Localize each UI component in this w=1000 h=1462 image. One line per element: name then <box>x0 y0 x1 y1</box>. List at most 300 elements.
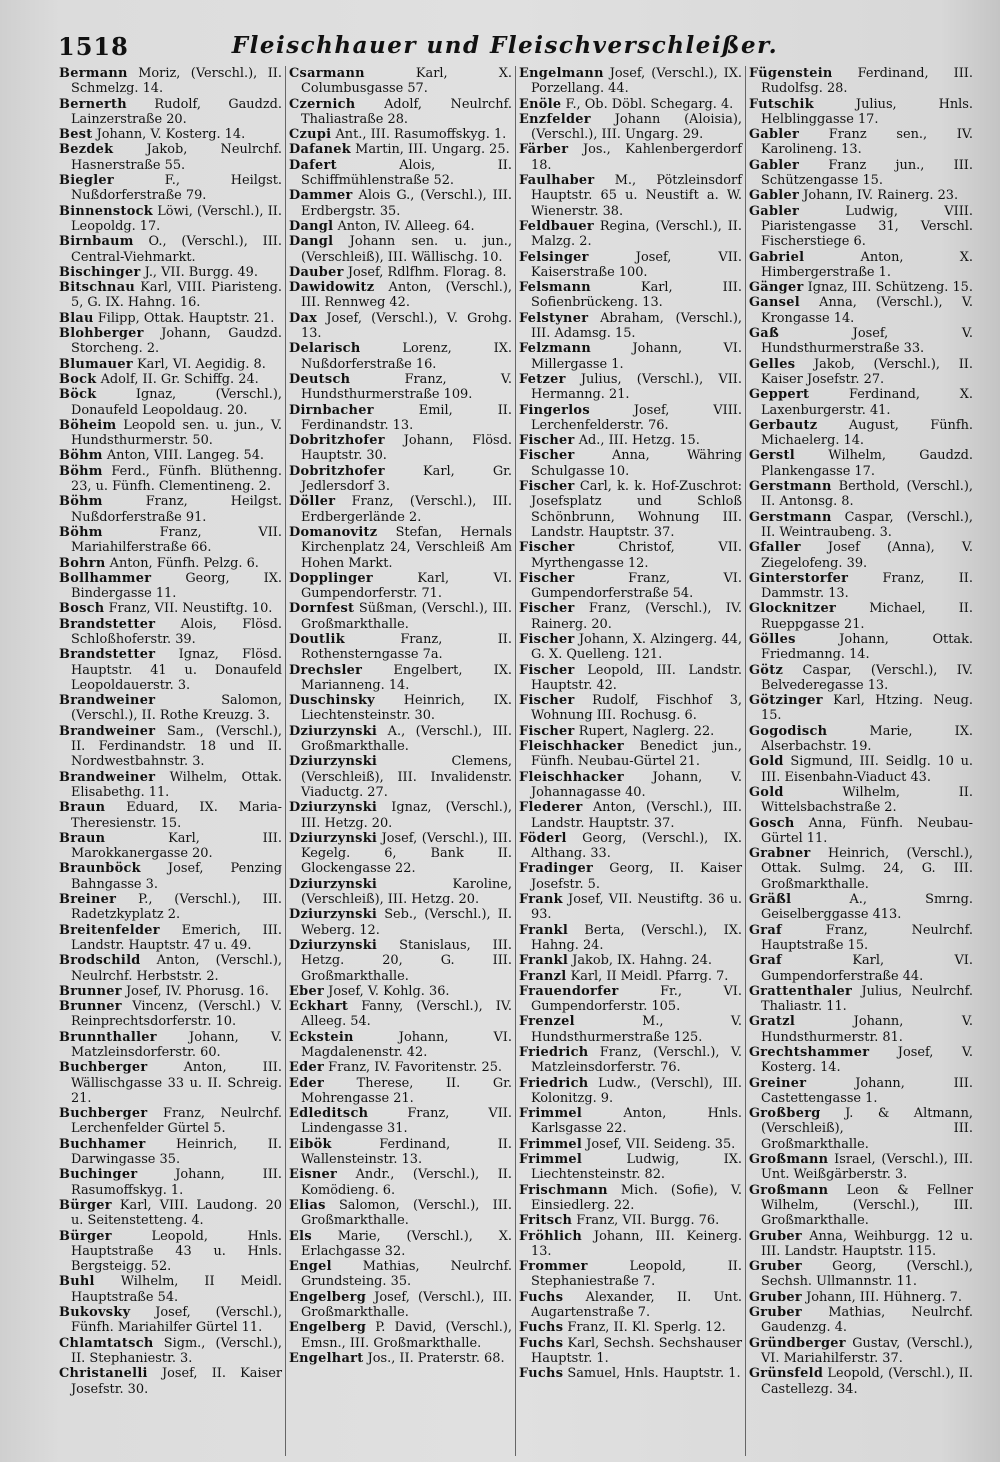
entry-details: Ludwig, IX. Liechtensteinstr. 82. <box>531 1152 742 1183</box>
directory-entry <box>749 816 973 847</box>
directory-entry <box>519 1336 742 1367</box>
entry-details: Georg, IX. Bindergasse 11. <box>71 570 282 602</box>
page-header <box>50 28 960 64</box>
directory-entry <box>749 1106 973 1152</box>
directory-entry <box>749 571 973 602</box>
directory-entry <box>289 219 512 234</box>
entry-details: Karl, VIII. Laudong. 20 u. Seitenstetteng. 4. <box>71 1197 282 1229</box>
directory-entry <box>519 1259 742 1290</box>
entry-surname: Blohberger <box>59 326 144 342</box>
directory-entry <box>519 1152 742 1183</box>
directory-entry <box>519 112 742 143</box>
directory-entry <box>289 831 512 877</box>
directory-entry <box>59 1229 282 1275</box>
entry-surname: Elias <box>289 1197 326 1213</box>
entry-surname: Gerbautz <box>749 417 818 433</box>
entry-details: Ad., III. Hetzg. 15. <box>578 433 700 449</box>
entry-surname: Fröhlich <box>519 1228 583 1244</box>
directory-entry <box>519 219 742 250</box>
entry-surname: Brodschild <box>59 953 141 969</box>
entry-details: F., Ob. Döbl. Schegarg. 4. <box>565 96 734 112</box>
directory-entry <box>59 265 282 280</box>
entry-details: Anna, Währing Schulgasse 10. <box>531 448 742 479</box>
directory-entry <box>749 1336 973 1367</box>
entry-details: Georg, II. Kaiser Josefstr. 5. <box>531 861 742 892</box>
entry-details: Israel, (Verschl.), III. Unt. Weißgärberstr. 3. <box>761 1152 973 1183</box>
directory-entry <box>289 234 512 265</box>
entry-surname: Gosch <box>749 815 795 831</box>
entry-details: Sam., (Verschl.), II. Ferdinandstr. 18 und II. Nordwestbahnstr. 3. <box>71 723 282 770</box>
entry-details: Johann, III. Hühnerg. 7. <box>806 1289 962 1305</box>
entry-surname: Gruber <box>749 1305 802 1321</box>
entry-details: Therese, II. Gr. Mohrengasse 21. <box>301 1075 512 1106</box>
directory-entry <box>749 754 973 785</box>
directory-entry <box>289 1030 512 1061</box>
entry-surname: Böck <box>59 387 97 403</box>
directory-entry <box>749 1152 973 1183</box>
entry-surname: Doutlik <box>289 631 345 647</box>
directory-entry <box>749 663 973 694</box>
entry-details: Josef, V. Kohlg. 36. <box>328 983 450 999</box>
entry-details: Johann (Aloisia), (Verschl.), III. Ungarg. 29. <box>531 111 742 143</box>
entry-surname: Bollhammer <box>59 570 152 586</box>
entry-surname: Eibök <box>289 1136 332 1152</box>
entry-details: Johann, VI. Magdalenenstr. 42. <box>301 1029 512 1060</box>
entry-surname: Buchhamer <box>59 1136 146 1152</box>
entry-details: Stanislaus, III. Hetzg. 20, G. III. Großmarkthalle. <box>301 937 512 984</box>
entry-details: Jos., II. Praterstr. 68. <box>367 1350 505 1366</box>
entry-details: Fanny, (Verschl.), IV. Alleeg. 54. <box>301 999 512 1030</box>
entry-details: F., Heilgst. Nußdorferstraße 79. <box>71 173 282 204</box>
entry-details: Franz, VII. Lindengasse 31. <box>301 1106 512 1137</box>
directory-entry <box>59 494 282 525</box>
directory-entry <box>519 1320 742 1335</box>
entry-details: Carl, k. k. Hof-Zuschrot: Josefsplatz und Schloß Schönbrunn, Wohnung III. Landstr. Hauptstr. 37. <box>531 479 742 540</box>
entry-details: Rupert, Naglerg. 22. <box>578 723 715 739</box>
entry-details: Johann, IV. Rainerg. 23. <box>803 188 959 204</box>
entry-surname: Fradinger <box>519 861 594 877</box>
entry-details: Johann, Gaudzd. Storcheng. 2. <box>71 326 282 357</box>
entry-surname: Gratzl <box>749 1014 796 1030</box>
directory-entry <box>519 923 742 954</box>
directory-entry <box>289 938 512 984</box>
entry-surname: Els <box>289 1228 312 1244</box>
directory-entry <box>519 280 742 311</box>
entry-surname: Deutsch <box>289 371 351 387</box>
entry-surname: Gruber <box>749 1289 802 1305</box>
entry-details: Franz, VII. Burgg. 76. <box>576 1213 720 1229</box>
entry-details: Josef, Rdlfhm. Florag. 8. <box>347 264 507 280</box>
entry-details: Anton, (Verschl.), III. Landstr. Hauptstr. 37. <box>531 800 742 831</box>
entry-details: M., Pötzleinsdorf Hauptstr. 65 u. Neustift a. W. Wienerstr. 38. <box>531 173 742 219</box>
directory-entry <box>59 861 282 892</box>
directory-entry <box>59 1366 282 1397</box>
entry-details: Wilhelm, Gaudzd. Plankengasse 17. <box>761 448 973 479</box>
entry-surname: Fuchs <box>519 1289 564 1305</box>
directory-entry <box>59 142 282 173</box>
directory-entry <box>749 953 973 984</box>
entry-details: Johann sen. u. jun., (Verschleiß), III. Wällischg. 10. <box>301 234 512 265</box>
directory-entry <box>749 127 973 158</box>
entry-details: M., V. Hundsthurmerstraße 125. <box>531 1014 742 1045</box>
entry-surname: Dafert <box>289 157 337 173</box>
entry-surname: Felsinger <box>519 249 589 265</box>
entry-surname: Böhm <box>59 494 103 510</box>
entry-surname: Frimmel <box>519 1136 583 1152</box>
directory-entry <box>289 433 512 464</box>
entry-surname: Faulhaber <box>519 173 595 189</box>
entry-details: Jakob, IX. Hahng. 24. <box>572 953 713 969</box>
entry-surname: Böhm <box>59 463 103 479</box>
directory-entry <box>59 953 282 984</box>
entry-details: Karoline, (Verschleiß), III. Hetzg. 20. <box>301 876 512 908</box>
directory-entry <box>749 1076 973 1107</box>
entry-details: Anton, (Verschl.), Neulrchf. Herbststr. 2. <box>71 953 282 984</box>
entry-details: Leopold sen. u. jun., V. Hundsthurmerstr. 50. <box>71 417 282 449</box>
entry-details: Georg, (Verschl.), IX. Althang. 33. <box>531 830 742 862</box>
entry-surname: Dobritzhofer <box>289 463 385 479</box>
directory-entry <box>519 433 742 448</box>
entry-details: Adolf, II. Gr. Schiffg. 24. <box>100 371 259 387</box>
directory-entry <box>519 663 742 694</box>
entry-surname: Gansel <box>749 295 800 311</box>
entry-details: Jos., Kahlenbergerdorf 18. <box>531 142 742 173</box>
entry-details: Andr., (Verschl.), II. Komödieng. 6. <box>301 1167 512 1198</box>
directory-entry <box>59 464 282 495</box>
entry-details: J., VII. Burgg. 49. <box>144 264 258 280</box>
entry-surname: Frauendorfer <box>519 983 619 999</box>
directory-entry <box>59 372 282 387</box>
entry-details: Georg, (Verschl.), Sechsh. Ullmannstr. 11. <box>761 1259 973 1290</box>
entry-surname: Fischer <box>519 693 575 709</box>
directory-entry <box>749 1366 973 1397</box>
entry-surname: Brandstetter <box>59 616 156 632</box>
entry-surname: Brunner <box>59 999 122 1015</box>
directory-entry <box>749 66 973 97</box>
directory-entry <box>289 663 512 694</box>
directory-entry <box>519 969 742 984</box>
directory-entry <box>519 448 742 479</box>
directory-entry <box>519 1229 742 1260</box>
entry-surname: Gabler <box>749 157 800 173</box>
entry-details: Karl, III. Marokkanergasse 20. <box>71 830 282 862</box>
entry-surname: Gölles <box>749 631 796 647</box>
entry-surname: Dawidowitz <box>289 280 375 296</box>
entry-surname: Bohrn <box>59 555 106 571</box>
entry-surname: Feldbauer <box>519 218 594 234</box>
entry-surname: Buchinger <box>59 1167 138 1183</box>
entry-details: Heinrich, IX. Liechtensteinstr. 30. <box>301 693 512 724</box>
entry-surname: Dornfest <box>289 601 355 617</box>
entry-details: Stefan, Hernals Kirchenplatz 24, Verschleiß Am Hohen Markt. <box>301 524 512 571</box>
directory-entry <box>59 1336 282 1367</box>
entry-details: Mich. (Sofie), V. Einsiedlerg. 22. <box>531 1182 742 1213</box>
directory-entry <box>289 1106 512 1137</box>
entry-surname: Engel <box>289 1259 332 1275</box>
entry-details: Ferdinand, X. Laxenburgerstr. 41. <box>761 387 973 418</box>
entry-surname: Futschik <box>749 96 814 112</box>
directory-entry <box>519 540 742 571</box>
directory-entry <box>59 525 282 556</box>
directory-entry <box>519 693 742 724</box>
directory-entry <box>519 724 742 739</box>
entry-details: Karl, VI. Gumpendorferstraße 44. <box>761 953 973 984</box>
entry-details: Alexander, II. Unt. Augartenstraße 7. <box>531 1289 742 1321</box>
entry-surname: Döller <box>289 494 336 510</box>
entry-details: Vincenz, (Verschl.) V. Reinprechtsdorferstr. 10. <box>71 999 282 1030</box>
entry-details: Franz, VII. Mariahilferstraße 66. <box>71 524 282 556</box>
directory-entry <box>289 999 512 1030</box>
entry-surname: Frenzel <box>519 1014 575 1030</box>
directory-entry <box>289 1198 512 1229</box>
directory-entry <box>519 1045 742 1076</box>
entry-details: Sigm., (Verschl.), II. Stephaniestr. 3. <box>71 1335 282 1366</box>
directory-entry <box>749 785 973 816</box>
directory-entry <box>519 1014 742 1045</box>
directory-entry <box>59 234 282 265</box>
page-number: 1518 <box>58 32 129 61</box>
entry-details: Leon & Fellner Wilhelm, (Verschl.), III. Großmarkthalle. <box>761 1182 973 1229</box>
entry-details: Engelbert, IX. Marianneng. 14. <box>301 662 512 693</box>
entry-surname: Bernerth <box>59 96 127 112</box>
directory-entry <box>289 97 512 128</box>
entry-details: Caspar, (Verschl.), II. Weintraubeng. 3. <box>761 509 973 540</box>
entry-details: Samuel, Hnls. Hauptstr. 1. <box>567 1366 741 1382</box>
directory-entry <box>59 1106 282 1137</box>
directory-entry <box>59 1137 282 1168</box>
entry-details: Julius, (Verschl.), VII. Hermanng. 21. <box>531 371 742 403</box>
directory-entry <box>59 617 282 648</box>
entry-details: Wilhelm, II Meidl. Hauptstraße 54. <box>71 1274 282 1305</box>
entry-surname: Gerstmann <box>749 509 832 525</box>
entry-details: Ignaz, Flösd. Hauptstr. 41 u. Donaufeld Leopoldauerstr. 3. <box>71 647 282 693</box>
directory-entry <box>749 280 973 295</box>
directory-entry <box>749 418 973 449</box>
entry-surname: Dirnbacher <box>289 402 374 418</box>
directory-entry <box>59 280 282 311</box>
entry-surname: Fleischhacker <box>519 739 625 755</box>
entry-details: P. David, (Verschl.), Emsn., III. Großmarkthalle. <box>301 1320 512 1351</box>
entry-surname: Friedrich <box>519 1075 589 1091</box>
entry-surname: Fritsch <box>519 1213 573 1229</box>
entry-details: Alois, Flösd. Schloßhoferstr. 39. <box>71 616 282 647</box>
entry-surname: Fuchs <box>519 1366 564 1382</box>
directory-entry <box>519 571 742 602</box>
entry-surname: Gruber <box>749 1259 802 1275</box>
directory-entry <box>519 311 742 342</box>
entry-surname: Birnbaum <box>59 234 134 250</box>
entry-surname: Fischer <box>519 540 575 556</box>
directory-entry <box>519 601 742 632</box>
entry-surname: Grünsfeld <box>749 1366 824 1382</box>
entry-surname: Dauber <box>289 264 344 280</box>
directory-entry <box>289 265 512 280</box>
directory-entry <box>749 1014 973 1045</box>
entry-details: Ant., III. Rasumoffskyg. 1. <box>335 127 507 143</box>
entry-details: Johann, Flösd. Hauptstr. 30. <box>301 433 512 464</box>
directory-entry <box>289 1320 512 1351</box>
entry-details: Ludwig, VIII. Piaristengasse 31, Verschl. Fischerstiege 6. <box>761 203 973 250</box>
entry-surname: Gaß <box>749 326 780 342</box>
entry-surname: Bosch <box>59 601 105 617</box>
entry-surname: Eber <box>289 983 325 999</box>
entry-details: Karl, Gr. Jedlersdorf 3. <box>301 463 512 495</box>
entry-details: Salomon, (Verschl.), II. Rothe Kreuzg. 3. <box>71 693 282 724</box>
entry-details: Süßman, (Verschl.), III. Großmarkthalle. <box>301 601 512 632</box>
directory-entry <box>59 999 282 1030</box>
entry-surname: Frimmel <box>519 1106 583 1122</box>
entry-details: Sigmund, III. Seidlg. 10 u. III. Eisenbahn-Viaduct 43. <box>761 754 973 785</box>
entry-details: Adolf, Neulrchf. Thaliastraße 28. <box>301 96 512 127</box>
directory-entry <box>749 479 973 510</box>
entry-details: Ludw., (Verschl), III. Kolonitzg. 9. <box>531 1075 742 1106</box>
entry-surname: Buchberger <box>59 1060 148 1076</box>
entry-details: Ignaz, (Verschl.), Donaufeld Leopoldaug. 20. <box>71 387 282 418</box>
entry-surname: Frischmann <box>519 1182 608 1198</box>
directory-entry <box>59 1305 282 1336</box>
entry-surname: Brandweiner <box>59 723 156 739</box>
entry-surname: Franzl <box>519 968 567 984</box>
directory-entry <box>59 97 282 128</box>
directory-entry <box>59 892 282 923</box>
entry-surname: Eckstein <box>289 1029 354 1045</box>
entry-details: Rudolf, Gaudzd. Lainzerstraße 20. <box>71 96 282 127</box>
entry-details: Filipp, Ottak. Hauptstr. 21. <box>97 310 275 326</box>
directory-entry <box>519 372 742 403</box>
directory-entry <box>289 464 512 495</box>
entry-details: Josef, V. Kosterg. 14. <box>761 1045 973 1076</box>
entry-details: Johann, V. Kosterg. 14. <box>96 127 246 143</box>
entry-details: Seb., (Verschl.), II. Weberg. 12. <box>301 907 512 938</box>
entry-details: Johann, V. Matzleinsdorferstr. 60. <box>71 1029 282 1060</box>
entry-details: Gustav, (Verschl.), VI. Mariahilferstr. 37. <box>761 1335 973 1366</box>
entry-details: Josef, VII. Seideng. 35. <box>586 1136 736 1152</box>
entry-details: Josef, VII. Neustiftg. 36 u. 93. <box>531 892 742 923</box>
entry-surname: Braun <box>59 830 106 846</box>
entry-details: Franz, Neulrchf. Hauptstraße 15. <box>761 922 973 953</box>
directory-entry <box>749 1290 973 1305</box>
entry-surname: Dangl <box>289 234 334 250</box>
entry-surname: Delarisch <box>289 341 361 357</box>
entry-surname: Braunböck <box>59 861 141 877</box>
entry-details: Josef, (Verschl.), III. Großmarkthalle. <box>301 1289 512 1321</box>
entry-surname: Gabler <box>749 203 800 219</box>
directory-entry <box>59 556 282 571</box>
directory-entry <box>289 188 512 219</box>
entry-surname: Großberg <box>749 1106 821 1122</box>
entry-surname: Brunner <box>59 983 122 999</box>
entry-details: Johann, V. Hundsthurmerstr. 81. <box>761 1014 973 1045</box>
entry-details: Clemens, (Verschleiß), III. Invalidenstr. Viaductg. 27. <box>301 754 512 800</box>
directory-entry <box>289 403 512 434</box>
directory-entry <box>749 632 973 663</box>
entry-surname: Böhm <box>59 448 103 464</box>
directory-entry <box>749 923 973 954</box>
entry-details: Franz, (Verschl.), III. Erdbergerlände 2. <box>301 494 512 525</box>
entry-details: Moriz, (Verschl.), II. Schmelzg. 14. <box>71 66 282 97</box>
entry-details: Josef, VII. Kaiserstraße 100. <box>531 249 742 280</box>
directory-entry <box>289 877 512 908</box>
entry-surname: Breitenfelder <box>59 922 160 938</box>
directory-entry <box>289 1060 512 1075</box>
directory-entry <box>519 1213 742 1228</box>
directory-entry <box>749 204 973 250</box>
entry-surname: Großmann <box>749 1152 829 1168</box>
entry-details: Anton, III. Wällischgasse 33 u. II. Schreig. 21. <box>71 1060 282 1106</box>
entry-surname: Dammer <box>289 188 353 204</box>
directory-entry <box>59 1198 282 1229</box>
directory-entry <box>289 724 512 755</box>
entry-details: Berta, (Verschl.), IX. Hahng. 24. <box>531 922 742 953</box>
directory-entry <box>289 1076 512 1107</box>
entry-details: Heinrich, II. Darwingasse 35. <box>71 1136 282 1168</box>
page-title: Fleischhauer und Fleischverschleißer. <box>231 32 779 59</box>
entry-details: Leopold, II. Stephaniestraße 7. <box>531 1259 742 1290</box>
entry-details: Anna, Weihburgg. 12 u. III. Landstr. Hauptstr. 115. <box>761 1228 973 1259</box>
entry-surname: Dziurzynski <box>289 876 378 892</box>
column-4 <box>746 66 976 1456</box>
entry-surname: Fischer <box>519 601 575 617</box>
entry-details: Jakob, Neulrchf. Hasnerstraße 55. <box>71 142 282 173</box>
entry-details: Josef, VIII. Lerchenfelderstr. 76. <box>531 402 742 433</box>
entry-surname: Eisner <box>289 1167 338 1183</box>
entry-surname: Frankl <box>519 922 569 938</box>
entry-surname: Eckhart <box>289 999 349 1015</box>
entry-surname: Fügenstein <box>749 66 833 81</box>
entry-details: Josef, (Verschl.), Fünfh. Mariahilfer Gürtel 11. <box>71 1305 282 1336</box>
directory-entry <box>749 387 973 418</box>
entry-surname: Best <box>59 127 93 143</box>
entry-surname: Fischer <box>519 479 575 495</box>
entry-surname: Dangl <box>289 218 334 234</box>
entry-surname: Eder <box>289 1060 325 1076</box>
entry-surname: Engelberg <box>289 1289 367 1305</box>
entry-details: Anton, X. Himbergerstraße 1. <box>761 249 973 280</box>
entry-surname: Fuchs <box>519 1335 564 1351</box>
directory-entry <box>59 387 282 418</box>
directory-entry <box>289 754 512 800</box>
directory-entry <box>519 403 742 434</box>
entry-details: P., (Verschl.), III. Radetzkyplatz 2. <box>71 892 282 923</box>
entry-surname: Graf <box>749 953 782 969</box>
entry-surname: Fleischhacker <box>519 769 625 785</box>
entry-details: Caspar, (Verschl.), IV. Belvederegasse 13. <box>761 662 973 693</box>
directory-entry <box>519 770 742 801</box>
entry-details: Anton, VIII. Langeg. 54. <box>106 448 265 464</box>
directory-entry <box>59 204 282 235</box>
entry-surname: Gogodisch <box>749 723 828 739</box>
entry-details: Karl, VI. Aegidig. 8. <box>137 356 266 372</box>
directory-entry <box>289 127 512 142</box>
entry-surname: Braun <box>59 800 106 816</box>
entry-details: Emerich, III. Landstr. Hauptstr. 47 u. 49. <box>71 922 282 953</box>
entry-details: Franz, II. Dammstr. 13. <box>761 570 973 602</box>
entry-surname: Dziurzynski <box>289 723 378 739</box>
entry-details: Marie, IX. Alserbachstr. 19. <box>761 723 973 755</box>
entry-details: Karl, VIII. Piaristeng. 5, G. IX. Hahng. 16. <box>71 280 282 311</box>
entry-details: Johann, III. Rasumoffskyg. 1. <box>71 1167 282 1198</box>
entry-surname: Gerstl <box>749 448 795 464</box>
column-1 <box>56 66 286 1456</box>
entry-details: Leopold, III. Landstr. Hauptstr. 42. <box>531 662 742 693</box>
directory-entry <box>289 1290 512 1321</box>
entry-surname: Blumauer <box>59 356 133 372</box>
directory-entry <box>289 142 512 157</box>
directory-entry <box>59 571 282 602</box>
entry-surname: Czernich <box>289 96 356 112</box>
directory-entry <box>519 953 742 968</box>
entry-surname: Brandweiner <box>59 693 156 709</box>
